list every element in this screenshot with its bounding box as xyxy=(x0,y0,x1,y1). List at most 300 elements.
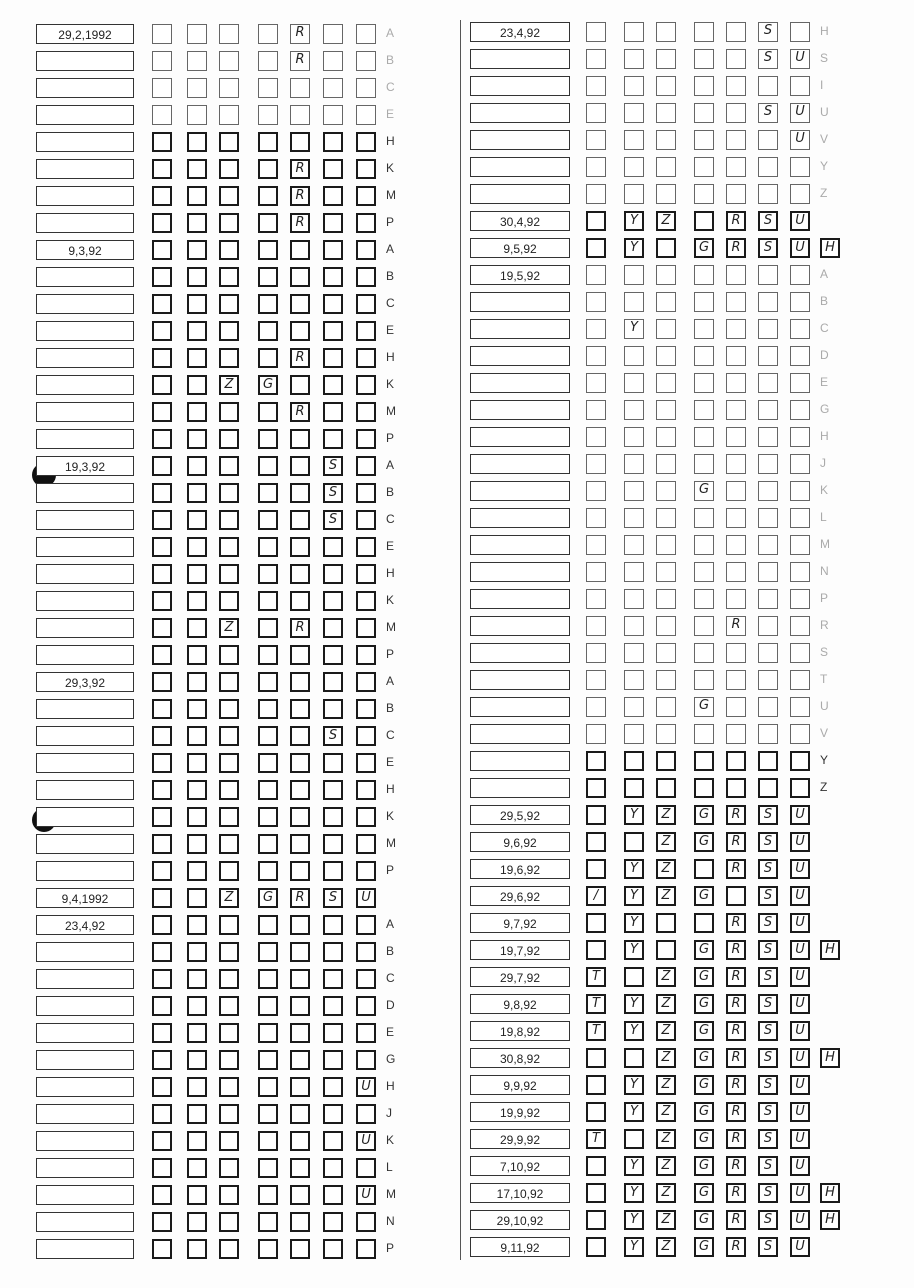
date-field: 19,5,92 xyxy=(470,265,570,285)
check-box: Z xyxy=(656,805,676,825)
row-code: P xyxy=(386,1241,395,1255)
check-box xyxy=(694,292,714,312)
check-box xyxy=(790,535,810,555)
sheet-row xyxy=(0,76,914,98)
sheet-row xyxy=(0,1237,914,1259)
check-box: G xyxy=(694,1075,714,1095)
row-code: B xyxy=(386,53,395,67)
check-box xyxy=(790,481,810,501)
check-box: Y xyxy=(624,1183,644,1203)
check-box: S xyxy=(758,994,778,1014)
check-box xyxy=(790,157,810,177)
check-box xyxy=(586,643,606,663)
check-box: U xyxy=(790,805,810,825)
row-code: B xyxy=(820,294,829,308)
check-box xyxy=(758,481,778,501)
date-field xyxy=(470,427,570,447)
check-box xyxy=(758,292,778,312)
check-box xyxy=(726,697,746,717)
check-box: Y xyxy=(624,1156,644,1176)
sheet-row xyxy=(0,400,914,422)
row-code: J xyxy=(386,1106,392,1120)
check-box xyxy=(694,373,714,393)
check-box xyxy=(790,670,810,690)
date-field xyxy=(470,346,570,366)
check-box: R xyxy=(290,402,310,422)
check-box xyxy=(624,508,644,528)
date-field xyxy=(470,454,570,474)
check-box: R xyxy=(726,805,746,825)
check-box xyxy=(758,589,778,609)
check-box: R xyxy=(290,24,310,44)
check-box: Y xyxy=(624,1237,644,1257)
row-code: I xyxy=(820,78,824,92)
row-code: M xyxy=(820,537,830,551)
check-box: Z xyxy=(219,888,239,908)
check-box: G xyxy=(694,1048,714,1068)
check-box xyxy=(624,49,644,69)
date-field: 23,4,92 xyxy=(36,915,134,935)
check-box: S xyxy=(758,1237,778,1257)
check-box: Y xyxy=(624,319,644,339)
check-box xyxy=(586,157,606,177)
check-box: Z xyxy=(656,1021,676,1041)
check-box: R xyxy=(726,940,746,960)
check-box xyxy=(624,427,644,447)
row-code: M xyxy=(386,1187,396,1201)
check-box: Z xyxy=(656,859,676,879)
row-code: S xyxy=(820,51,829,65)
date-field: 29,10,92 xyxy=(470,1210,570,1230)
check-box xyxy=(694,184,714,204)
date-field xyxy=(470,616,570,636)
sheet-row xyxy=(0,211,914,233)
check-box: G xyxy=(694,886,714,906)
check-box: G xyxy=(694,994,714,1014)
check-box: Z xyxy=(656,832,676,852)
check-box xyxy=(790,373,810,393)
check-box xyxy=(758,157,778,177)
check-box: S xyxy=(758,1210,778,1230)
check-box xyxy=(694,913,714,933)
check-box xyxy=(586,373,606,393)
check-box xyxy=(624,643,644,663)
check-box: U xyxy=(790,994,810,1014)
check-box: S xyxy=(323,483,343,503)
row-code: E xyxy=(386,107,395,121)
row-code: B xyxy=(386,701,395,715)
check-box xyxy=(694,562,714,582)
date-field xyxy=(470,400,570,420)
check-box: Y xyxy=(624,238,644,258)
check-box xyxy=(758,535,778,555)
check-box xyxy=(586,1183,606,1203)
check-box xyxy=(586,454,606,474)
check-box: Y xyxy=(624,1102,644,1122)
check-box xyxy=(726,373,746,393)
sheet-row xyxy=(0,1210,914,1232)
check-box: Y xyxy=(624,886,644,906)
check-box: R xyxy=(290,186,310,206)
row-code: K xyxy=(386,161,395,175)
sheet-row xyxy=(0,265,914,287)
check-box xyxy=(694,103,714,123)
check-box xyxy=(624,751,644,771)
check-box: G xyxy=(694,481,714,501)
row-code: A xyxy=(820,267,829,281)
sheet-row xyxy=(0,724,914,746)
check-box: S xyxy=(758,886,778,906)
check-box: Z xyxy=(656,211,676,231)
check-box xyxy=(726,751,746,771)
check-box: U xyxy=(790,886,810,906)
check-box: U xyxy=(790,1183,810,1203)
row-code: H xyxy=(386,1079,395,1093)
check-box: U xyxy=(790,967,810,987)
sheet-row xyxy=(0,1075,914,1097)
sheet-row xyxy=(0,157,914,179)
sheet-row xyxy=(0,778,914,800)
check-box xyxy=(624,76,644,96)
date-field: 30,8,92 xyxy=(470,1048,570,1068)
sheet-row xyxy=(0,913,914,935)
sheet-row xyxy=(0,697,914,719)
date-field xyxy=(470,157,570,177)
check-box xyxy=(624,697,644,717)
check-box xyxy=(790,427,810,447)
check-box xyxy=(656,265,676,285)
date-field xyxy=(470,481,570,501)
sheet-row xyxy=(0,184,914,206)
check-box: R xyxy=(290,618,310,638)
date-field: 19,9,92 xyxy=(470,1102,570,1122)
check-box: R xyxy=(726,211,746,231)
row-code: L xyxy=(386,1160,393,1174)
extra-box: H xyxy=(820,1048,840,1068)
sheet-row xyxy=(0,454,914,476)
check-box xyxy=(726,589,746,609)
check-box xyxy=(656,238,676,258)
check-box xyxy=(790,616,810,636)
row-code: C xyxy=(386,296,395,310)
check-box: G xyxy=(694,1210,714,1230)
check-box: G xyxy=(694,1156,714,1176)
row-code: K xyxy=(820,483,829,497)
check-box xyxy=(624,589,644,609)
check-box: / xyxy=(586,886,606,906)
check-box: Z xyxy=(656,994,676,1014)
sheet-row xyxy=(0,1129,914,1151)
check-box: Z xyxy=(219,375,239,395)
check-box: G xyxy=(694,805,714,825)
check-box xyxy=(624,670,644,690)
sheet-row xyxy=(0,886,914,908)
sheet-row xyxy=(0,940,914,962)
check-box xyxy=(656,508,676,528)
row-code: N xyxy=(386,1214,395,1228)
check-box xyxy=(656,130,676,150)
sheet-row xyxy=(0,1048,914,1070)
check-box: T xyxy=(586,1129,606,1149)
check-box xyxy=(624,562,644,582)
check-box: U xyxy=(790,1129,810,1149)
check-box xyxy=(758,346,778,366)
check-box xyxy=(758,454,778,474)
check-box: U xyxy=(790,238,810,258)
check-box xyxy=(656,913,676,933)
row-code: Z xyxy=(820,780,828,794)
check-box xyxy=(656,103,676,123)
row-code: H xyxy=(386,350,395,364)
sheet-row xyxy=(0,859,914,881)
check-box: Z xyxy=(656,1102,676,1122)
check-box: S xyxy=(758,1102,778,1122)
check-box xyxy=(656,697,676,717)
check-box xyxy=(790,184,810,204)
check-box xyxy=(624,481,644,501)
check-box: R xyxy=(290,348,310,368)
check-box: R xyxy=(726,994,746,1014)
row-code: P xyxy=(386,863,395,877)
check-box xyxy=(586,265,606,285)
check-box xyxy=(694,22,714,42)
check-box xyxy=(790,400,810,420)
check-box: G xyxy=(694,238,714,258)
check-box xyxy=(624,1048,644,1068)
check-box: S xyxy=(758,913,778,933)
check-box: G xyxy=(694,967,714,987)
check-box: S xyxy=(758,238,778,258)
sheet-row xyxy=(0,643,914,665)
extra-box: H xyxy=(820,1210,840,1230)
date-field xyxy=(470,373,570,393)
check-box xyxy=(758,562,778,582)
check-box: T xyxy=(586,967,606,987)
row-code: H xyxy=(386,566,395,580)
row-code: C xyxy=(386,512,395,526)
check-box: R xyxy=(290,213,310,233)
check-box: Z xyxy=(656,1183,676,1203)
check-box: U xyxy=(790,1210,810,1230)
check-box xyxy=(624,292,644,312)
check-box xyxy=(586,184,606,204)
check-box xyxy=(586,76,606,96)
check-box xyxy=(694,319,714,339)
check-box xyxy=(656,373,676,393)
row-code: A xyxy=(386,917,395,931)
check-box xyxy=(586,670,606,690)
check-box xyxy=(758,751,778,771)
check-box xyxy=(790,292,810,312)
date-field xyxy=(470,292,570,312)
check-box: G xyxy=(694,1129,714,1149)
check-box xyxy=(790,76,810,96)
check-box xyxy=(726,481,746,501)
sheet-row xyxy=(0,373,914,395)
check-box: R xyxy=(290,159,310,179)
row-code: B xyxy=(386,269,395,283)
check-box xyxy=(790,265,810,285)
row-code: A xyxy=(386,26,395,40)
check-box: S xyxy=(758,1021,778,1041)
sheet-row xyxy=(0,319,914,341)
check-box: G xyxy=(694,1183,714,1203)
check-box xyxy=(586,1102,606,1122)
check-box xyxy=(790,751,810,771)
check-box xyxy=(586,22,606,42)
row-code: K xyxy=(386,809,395,823)
sheet-row xyxy=(0,1156,914,1178)
sheet-row xyxy=(0,346,914,368)
check-box xyxy=(656,157,676,177)
check-box: U xyxy=(790,211,810,231)
row-code: N xyxy=(820,564,829,578)
check-box xyxy=(726,22,746,42)
check-box: Y xyxy=(624,1021,644,1041)
check-box xyxy=(656,319,676,339)
check-box xyxy=(586,697,606,717)
extra-box: H xyxy=(820,1183,840,1203)
row-code: L xyxy=(820,510,827,524)
check-box xyxy=(694,265,714,285)
check-box xyxy=(656,670,676,690)
check-box: G xyxy=(694,1237,714,1257)
sheet-row xyxy=(0,1183,914,1205)
date-field: 29,3,92 xyxy=(36,672,134,692)
check-box: Y xyxy=(624,913,644,933)
check-box: S xyxy=(758,1183,778,1203)
date-field: 9,9,92 xyxy=(470,1075,570,1095)
check-box: G xyxy=(694,940,714,960)
check-box xyxy=(656,22,676,42)
row-code: K xyxy=(386,1133,395,1147)
check-box xyxy=(694,778,714,798)
row-code: A xyxy=(386,674,395,688)
check-box xyxy=(586,346,606,366)
date-field xyxy=(470,130,570,150)
check-box: R xyxy=(726,1237,746,1257)
check-box xyxy=(586,1075,606,1095)
check-box xyxy=(624,454,644,474)
check-box xyxy=(758,508,778,528)
check-box xyxy=(758,265,778,285)
check-box xyxy=(726,454,746,474)
check-box xyxy=(694,508,714,528)
check-box xyxy=(624,778,644,798)
check-box xyxy=(624,535,644,555)
check-box: S xyxy=(323,510,343,530)
check-box: R xyxy=(726,1129,746,1149)
check-box xyxy=(726,184,746,204)
sheet-row xyxy=(0,22,914,44)
check-box: R xyxy=(726,1156,746,1176)
date-field: 9,3,92 xyxy=(36,240,134,260)
check-box xyxy=(758,697,778,717)
check-box xyxy=(694,616,714,636)
row-code: E xyxy=(820,375,829,389)
check-box: G xyxy=(694,832,714,852)
check-box xyxy=(726,535,746,555)
date-field xyxy=(470,49,570,69)
check-box xyxy=(726,562,746,582)
check-box: Z xyxy=(656,886,676,906)
check-box: R xyxy=(290,51,310,71)
row-code: U xyxy=(820,699,829,713)
check-box: S xyxy=(323,726,343,746)
date-field: 9,5,92 xyxy=(470,238,570,258)
check-box xyxy=(726,346,746,366)
date-field xyxy=(470,778,570,798)
check-box: S xyxy=(758,1156,778,1176)
date-field xyxy=(470,535,570,555)
check-box xyxy=(624,22,644,42)
check-box xyxy=(726,670,746,690)
check-box xyxy=(726,778,746,798)
check-box xyxy=(586,130,606,150)
check-box xyxy=(694,535,714,555)
sheet-row xyxy=(0,103,914,125)
row-code: A xyxy=(386,242,395,256)
check-box xyxy=(790,778,810,798)
sheet-row xyxy=(0,1102,914,1124)
row-code: P xyxy=(386,431,395,445)
check-box xyxy=(694,157,714,177)
check-box: S xyxy=(758,103,778,123)
check-box: S xyxy=(758,940,778,960)
check-box: R xyxy=(726,616,746,636)
check-box: Z xyxy=(656,1156,676,1176)
row-code: Y xyxy=(820,159,829,173)
check-box xyxy=(586,481,606,501)
check-box xyxy=(624,1129,644,1149)
check-box: R xyxy=(726,859,746,879)
row-code: B xyxy=(386,944,395,958)
check-box: G xyxy=(694,1021,714,1041)
check-box xyxy=(694,130,714,150)
check-box xyxy=(726,508,746,528)
date-field xyxy=(470,184,570,204)
check-box: G xyxy=(258,375,278,395)
check-box: Y xyxy=(624,805,644,825)
check-box xyxy=(790,22,810,42)
date-field xyxy=(470,508,570,528)
check-box xyxy=(758,778,778,798)
check-box: U xyxy=(356,1131,376,1151)
row-code: H xyxy=(386,782,395,796)
sheet-row xyxy=(0,751,914,773)
sheet-row xyxy=(0,616,914,638)
extra-box: H xyxy=(820,940,840,960)
check-box: U xyxy=(790,1021,810,1041)
check-box xyxy=(694,76,714,96)
check-box: S xyxy=(758,859,778,879)
check-box xyxy=(694,589,714,609)
check-box xyxy=(694,346,714,366)
check-box xyxy=(586,859,606,879)
row-code: R xyxy=(820,618,829,632)
check-box xyxy=(624,400,644,420)
check-box xyxy=(758,373,778,393)
check-box xyxy=(586,913,606,933)
check-box xyxy=(694,724,714,744)
check-box xyxy=(586,211,606,231)
check-box: S xyxy=(758,1129,778,1149)
check-box: U xyxy=(790,913,810,933)
date-field xyxy=(470,589,570,609)
check-box xyxy=(586,238,606,258)
check-box: T xyxy=(586,1021,606,1041)
date-field xyxy=(470,724,570,744)
